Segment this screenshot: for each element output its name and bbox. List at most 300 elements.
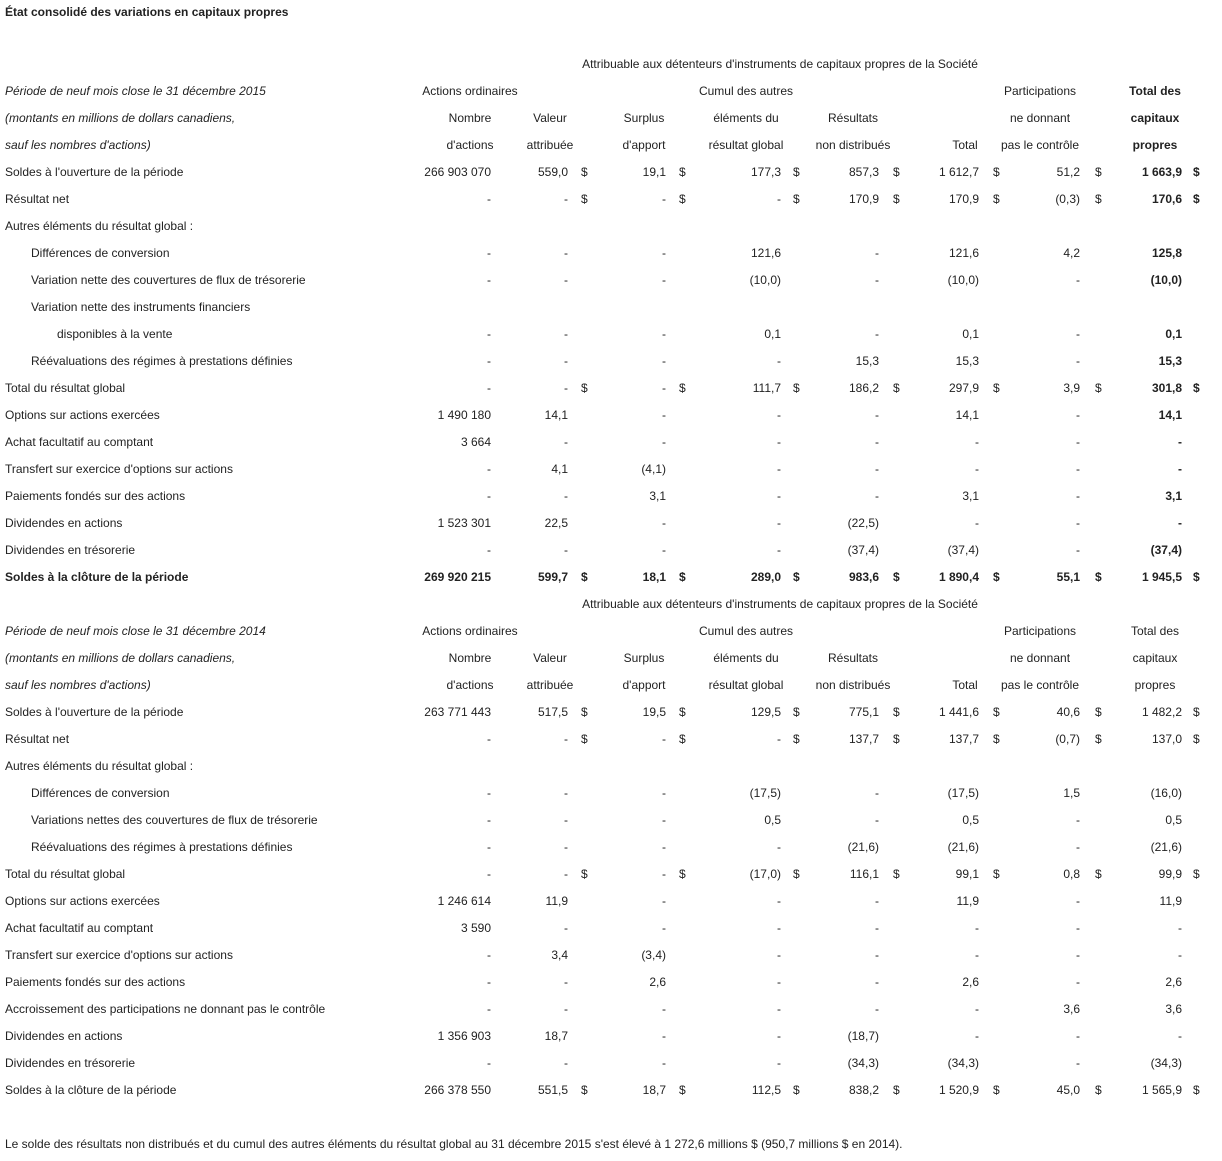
cell-value: - (662, 813, 666, 827)
cell-value: 129,5 (750, 705, 781, 719)
cell-value: - (662, 1029, 666, 1043)
row-label: Transfert sur exercice d'options sur actions (5, 462, 233, 476)
cell-value: 3,1 (962, 489, 979, 503)
cell-value: 45,0 (1056, 1083, 1080, 1097)
cell-value: - (1178, 948, 1182, 962)
column-header: d'apport (622, 678, 666, 692)
table-row (0, 564, 1222, 591)
cell-value: - (487, 948, 491, 962)
column-header: Total des (1129, 84, 1181, 98)
cell-value: - (777, 489, 781, 503)
currency-symbol: $ (793, 705, 800, 719)
cell-value: - (975, 1002, 979, 1016)
cell-value: - (777, 192, 781, 206)
column-header-row (0, 132, 1222, 159)
cell-value: - (777, 354, 781, 368)
cell-value: 289,0 (750, 570, 781, 584)
cell-value: - (487, 354, 491, 368)
cell-value: 551,5 (537, 1083, 568, 1097)
cell-value: 0,5 (764, 813, 781, 827)
cell-value: - (1076, 813, 1080, 827)
cell-value: - (487, 840, 491, 854)
table-row (0, 429, 1222, 456)
cell-value: - (875, 462, 879, 476)
table-row (0, 753, 1222, 780)
cell-value: 559,0 (537, 165, 568, 179)
currency-symbol: $ (1095, 867, 1102, 881)
cell-value: 266 903 070 (424, 165, 491, 179)
cell-value: - (662, 381, 666, 395)
currency-symbol: $ (581, 192, 588, 206)
cell-value: 22,5 (544, 516, 568, 530)
cell-value: 3,4 (551, 948, 568, 962)
row-label: Différences de conversion (31, 246, 170, 260)
cell-value: - (975, 921, 979, 935)
cell-value: 1 490 180 (437, 408, 491, 422)
cell-value: - (975, 435, 979, 449)
column-header-row (0, 618, 1222, 645)
currency-symbol: $ (581, 165, 588, 179)
cell-value: (0,3) (1055, 192, 1080, 206)
row-label: Résultat net (5, 192, 70, 206)
row-label: Réévaluations des régimes à prestations définies (31, 354, 293, 368)
cell-value: - (564, 192, 568, 206)
cell-value: - (777, 408, 781, 422)
row-label: Options sur actions exercées (5, 408, 160, 422)
cell-value: 599,7 (537, 570, 568, 584)
cell-value: 1 356 903 (437, 1029, 491, 1043)
cell-value: - (1076, 894, 1080, 908)
currency-symbol: $ (793, 1083, 800, 1097)
cell-value: - (662, 327, 666, 341)
cell-value: 116,1 (849, 867, 879, 881)
cell-value: - (777, 1029, 781, 1043)
table-row (0, 213, 1222, 240)
column-header: d'actions (446, 678, 494, 692)
cell-value: - (875, 489, 879, 503)
currency-symbol: $ (1193, 165, 1200, 179)
cell-value: - (875, 273, 879, 287)
cell-value: 0,5 (1165, 813, 1182, 827)
row-label: Autres éléments du résultat global : (5, 759, 194, 773)
cell-value: - (1076, 516, 1080, 530)
cell-value: (34,3) (1150, 1056, 1182, 1070)
cell-value: 137,7 (948, 732, 979, 746)
cell-value: 3,1 (649, 489, 666, 503)
cell-value: - (564, 543, 568, 557)
cell-value: 121,6 (948, 246, 979, 260)
column-header-row (0, 672, 1222, 699)
cell-value: 0,8 (1063, 867, 1080, 881)
currency-symbol: $ (1095, 165, 1102, 179)
cell-value: - (487, 381, 491, 395)
cell-value: - (875, 894, 879, 908)
cell-value: 2,6 (962, 975, 979, 989)
column-header: Total (952, 678, 978, 692)
cell-value: 4,2 (1063, 246, 1080, 260)
column-header: d'apport (622, 138, 666, 152)
row-label: Paiements fondés sur des actions (5, 489, 186, 503)
column-header-row (0, 645, 1222, 672)
cell-value: - (777, 894, 781, 908)
cell-value: 3,9 (1063, 381, 1080, 395)
column-header-row (0, 78, 1222, 105)
cell-value: (17,5) (749, 786, 781, 800)
cell-value: (17,0) (749, 867, 781, 881)
cell-value: - (662, 867, 666, 881)
column-header: pas le contrôle (1000, 678, 1080, 692)
currency-symbol: $ (893, 165, 900, 179)
cell-value: (37,4) (1150, 543, 1182, 557)
cell-value: 186,2 (848, 381, 879, 395)
table-row (0, 537, 1222, 564)
table-row (0, 348, 1222, 375)
currency-symbol: $ (893, 1083, 900, 1097)
cell-value: - (1076, 1056, 1080, 1070)
cell-value: - (1076, 840, 1080, 854)
currency-symbol: $ (893, 705, 900, 719)
row-label: Dividendes en trésorerie (5, 543, 136, 557)
column-header: capitaux (1130, 111, 1180, 125)
cell-value: - (564, 840, 568, 854)
cell-value: - (875, 408, 879, 422)
cell-value: 838,2 (848, 1083, 879, 1097)
cell-value: 15,3 (955, 354, 979, 368)
cell-value: - (875, 246, 879, 260)
cell-value: 3,6 (1063, 1002, 1080, 1016)
cell-value: - (777, 462, 781, 476)
cell-value: 112,5 (751, 1083, 781, 1097)
table-row (0, 159, 1222, 186)
currency-symbol: $ (679, 570, 686, 584)
cell-value: - (662, 732, 666, 746)
cell-value: - (875, 327, 879, 341)
cell-value: - (564, 1002, 568, 1016)
column-header: Participations (1003, 84, 1077, 98)
column-header: Surplus (623, 111, 665, 125)
cell-value: - (875, 786, 879, 800)
column-header: propres (1132, 138, 1178, 152)
cell-value: - (875, 948, 879, 962)
table-row (0, 780, 1222, 807)
cell-value: (17,5) (947, 786, 979, 800)
cell-value: 1 441,6 (938, 705, 979, 719)
currency-symbol: $ (679, 381, 686, 395)
cell-value: (10,0) (1150, 273, 1182, 287)
cell-value: - (487, 786, 491, 800)
cell-value: 1 612,7 (938, 165, 979, 179)
cell-value: (4,1) (641, 462, 666, 476)
currency-symbol: $ (993, 570, 1000, 584)
cell-value: - (777, 948, 781, 962)
cell-value: - (487, 327, 491, 341)
cell-value: - (564, 786, 568, 800)
cell-value: - (875, 921, 879, 935)
row-label: Soldes à l'ouverture de la période (5, 165, 184, 179)
cell-value: - (564, 246, 568, 260)
cell-value: - (662, 1002, 666, 1016)
currency-symbol: $ (993, 732, 1000, 746)
cell-value: 297,9 (948, 381, 979, 395)
cell-value: - (564, 867, 568, 881)
cell-value: - (564, 732, 568, 746)
column-header: capitaux (1132, 651, 1178, 665)
cell-value: - (975, 948, 979, 962)
cell-value: 3,6 (1165, 1002, 1182, 1016)
row-label: Autres éléments du résultat global : (5, 219, 194, 233)
table-row (0, 888, 1222, 915)
table-row (0, 807, 1222, 834)
currency-symbol: $ (679, 867, 686, 881)
cell-value: - (975, 516, 979, 530)
cell-value: - (662, 354, 666, 368)
cell-value: 18,7 (544, 1029, 568, 1043)
cell-value: - (1076, 354, 1080, 368)
row-label: Options sur actions exercées (5, 894, 160, 908)
cell-value: - (564, 1056, 568, 1070)
cell-value: 0,1 (962, 327, 979, 341)
row-label: Variations nettes des couvertures de flux de trésorerie (31, 813, 318, 827)
table-row (0, 510, 1222, 537)
currency-symbol: $ (581, 381, 588, 395)
column-header: éléments du (713, 651, 779, 665)
column-header: éléments du (713, 111, 779, 125)
column-header: ne donnant (1009, 111, 1071, 125)
cell-value: 99,1 (955, 867, 979, 881)
cell-value: - (662, 840, 666, 854)
cell-value: 1 890,4 (938, 570, 979, 584)
cell-value: - (875, 435, 879, 449)
column-header: résultat global (708, 678, 784, 692)
cell-value: 1 945,5 (1141, 570, 1182, 584)
cell-value: 40,6 (1056, 705, 1080, 719)
cell-value: 14,1 (955, 408, 979, 422)
cell-value: - (564, 489, 568, 503)
table-row (0, 1023, 1222, 1050)
cell-value: - (1076, 273, 1080, 287)
period-label: sauf les nombres d'actions) (5, 138, 151, 152)
cell-value: 1 523 301 (437, 516, 491, 530)
currency-symbol: $ (679, 1083, 686, 1097)
cell-value: (21,6) (847, 840, 879, 854)
cell-value: - (1076, 921, 1080, 935)
cell-value: - (1076, 489, 1080, 503)
cell-value: 14,1 (544, 408, 568, 422)
cell-value: 983,6 (848, 570, 879, 584)
cell-value: (3,4) (641, 948, 666, 962)
row-label: Réévaluations des régimes à prestations définies (31, 840, 293, 854)
row-label: Total du résultat global (5, 867, 126, 881)
currency-symbol: $ (793, 570, 800, 584)
cell-value: - (1178, 921, 1182, 935)
row-label: Résultat net (5, 732, 70, 746)
column-header: résultat global (708, 138, 784, 152)
currency-symbol: $ (1095, 570, 1102, 584)
cell-value: 170,9 (948, 192, 979, 206)
cell-value: - (662, 273, 666, 287)
cell-value: 3 590 (460, 921, 491, 935)
column-header: non distribués (815, 678, 891, 692)
period-label: sauf les nombres d'actions) (5, 678, 151, 692)
cell-value: - (777, 840, 781, 854)
cell-value: - (487, 732, 491, 746)
cell-value: 4,1 (551, 462, 568, 476)
table-row (0, 726, 1222, 753)
cell-value: (34,3) (947, 1056, 979, 1070)
cell-value: 266 378 550 (424, 1083, 491, 1097)
table-row (0, 915, 1222, 942)
cell-value: 19,5 (642, 705, 666, 719)
currency-symbol: $ (679, 192, 686, 206)
cell-value: 137,7 (848, 732, 879, 746)
currency-symbol: $ (993, 192, 1000, 206)
cell-value: - (1076, 543, 1080, 557)
row-label: Transfert sur exercice d'options sur actions (5, 948, 233, 962)
table-row (0, 321, 1222, 348)
cell-value: 121,6 (750, 246, 781, 260)
currency-symbol: $ (1193, 867, 1200, 881)
cell-value: - (1178, 435, 1182, 449)
cell-value: (10,0) (749, 273, 781, 287)
cell-value: 775,1 (848, 705, 879, 719)
table-row (0, 483, 1222, 510)
cell-value: - (487, 273, 491, 287)
table-row (0, 1050, 1222, 1077)
cell-value: - (564, 354, 568, 368)
column-header: Nombre (448, 651, 492, 665)
period-label: (montants en millions de dollars canadiens, (5, 651, 236, 665)
column-header-row (0, 105, 1222, 132)
cell-value: 1 246 614 (437, 894, 491, 908)
cell-value: 0,1 (764, 327, 781, 341)
cell-value: 301,8 (1151, 381, 1182, 395)
row-label: Soldes à la clôture de la période (5, 1083, 177, 1097)
cell-value: (21,6) (1150, 840, 1182, 854)
table-row (0, 456, 1222, 483)
cell-value: - (487, 975, 491, 989)
column-header: Résultats (827, 651, 879, 665)
cell-value: - (662, 435, 666, 449)
cell-value: - (777, 435, 781, 449)
cell-value: (37,4) (847, 543, 879, 557)
cell-value: - (875, 975, 879, 989)
table-row (0, 402, 1222, 429)
table-row (0, 240, 1222, 267)
cell-value: - (875, 813, 879, 827)
table-row (0, 942, 1222, 969)
cell-value: - (662, 516, 666, 530)
currency-symbol: $ (1193, 381, 1200, 395)
cell-value: - (777, 975, 781, 989)
currency-symbol: $ (1193, 705, 1200, 719)
row-label: disponibles à la vente (57, 327, 173, 341)
currency-symbol: $ (893, 867, 900, 881)
cell-value: - (975, 462, 979, 476)
cell-value: (34,3) (847, 1056, 879, 1070)
cell-value: 1 565,9 (1141, 1083, 1182, 1097)
cell-value: - (662, 921, 666, 935)
currency-symbol: $ (1095, 192, 1102, 206)
row-label: Dividendes en actions (5, 516, 123, 530)
cell-value: 0,5 (962, 813, 979, 827)
cell-value: 3,1 (1165, 489, 1182, 503)
column-header: Actions ordinaires (422, 624, 518, 638)
cell-value: - (875, 1002, 879, 1016)
column-header: Actions ordinaires (422, 84, 518, 98)
cell-value: - (487, 867, 491, 881)
cell-value: - (1076, 327, 1080, 341)
attribution-header (0, 51, 1222, 78)
cell-value: - (487, 1002, 491, 1016)
cell-value: - (487, 192, 491, 206)
cell-value: (18,7) (847, 1029, 879, 1043)
cell-value: 15,3 (855, 354, 879, 368)
currency-symbol: $ (581, 570, 588, 584)
currency-symbol: $ (893, 570, 900, 584)
cell-value: - (777, 732, 781, 746)
column-header: non distribués (815, 138, 891, 152)
period-label: (montants en millions de dollars canadiens, (5, 111, 236, 125)
currency-symbol: $ (793, 192, 800, 206)
cell-value: - (564, 327, 568, 341)
cell-value: (21,6) (947, 840, 979, 854)
currency-symbol: $ (793, 165, 800, 179)
table-row (0, 699, 1222, 726)
cell-value: - (1178, 462, 1182, 476)
currency-symbol: $ (893, 192, 900, 206)
row-label: Dividendes en actions (5, 1029, 123, 1043)
table-row (0, 834, 1222, 861)
column-header: Nombre (448, 111, 492, 125)
attribution-label: Attribuable aux détenteurs d'instruments de capitaux propres de la Société (582, 597, 978, 611)
cell-value: 51,2 (1056, 165, 1080, 179)
column-header: Participations (1003, 624, 1077, 638)
currency-symbol: $ (581, 705, 588, 719)
column-header: ne donnant (1009, 651, 1071, 665)
cell-value: 2,6 (1165, 975, 1182, 989)
column-header: pas le contrôle (1000, 138, 1080, 152)
cell-value: - (662, 786, 666, 800)
cell-value: (16,0) (1150, 786, 1182, 800)
cell-value: (22,5) (847, 516, 879, 530)
cell-value: 11,9 (545, 894, 568, 908)
cell-value: 170,6 (1151, 192, 1182, 206)
row-label: Total du résultat global (5, 381, 126, 395)
cell-value: 18,7 (642, 1083, 666, 1097)
row-label: Variation nette des couvertures de flux de trésorerie (31, 273, 306, 287)
cell-value: 111,7 (752, 381, 781, 395)
cell-value: - (1076, 435, 1080, 449)
cell-value: - (662, 543, 666, 557)
cell-value: - (487, 489, 491, 503)
cell-value: 0,1 (1165, 327, 1182, 341)
currency-symbol: $ (793, 732, 800, 746)
cell-value: - (564, 435, 568, 449)
currency-symbol: $ (1095, 1083, 1102, 1097)
cell-value: 125,8 (1151, 246, 1182, 260)
period-label: Période de neuf mois close le 31 décembre 2015 (5, 84, 266, 98)
cell-value: - (1178, 516, 1182, 530)
table-row (0, 375, 1222, 402)
cell-value: (0,7) (1055, 732, 1080, 746)
column-header: Valeur (533, 111, 567, 125)
table-row (0, 969, 1222, 996)
currency-symbol: $ (893, 732, 900, 746)
currency-symbol: $ (993, 381, 1000, 395)
column-header: attribuée (526, 678, 574, 692)
cell-value: - (662, 408, 666, 422)
cell-value: 99,9 (1158, 867, 1182, 881)
